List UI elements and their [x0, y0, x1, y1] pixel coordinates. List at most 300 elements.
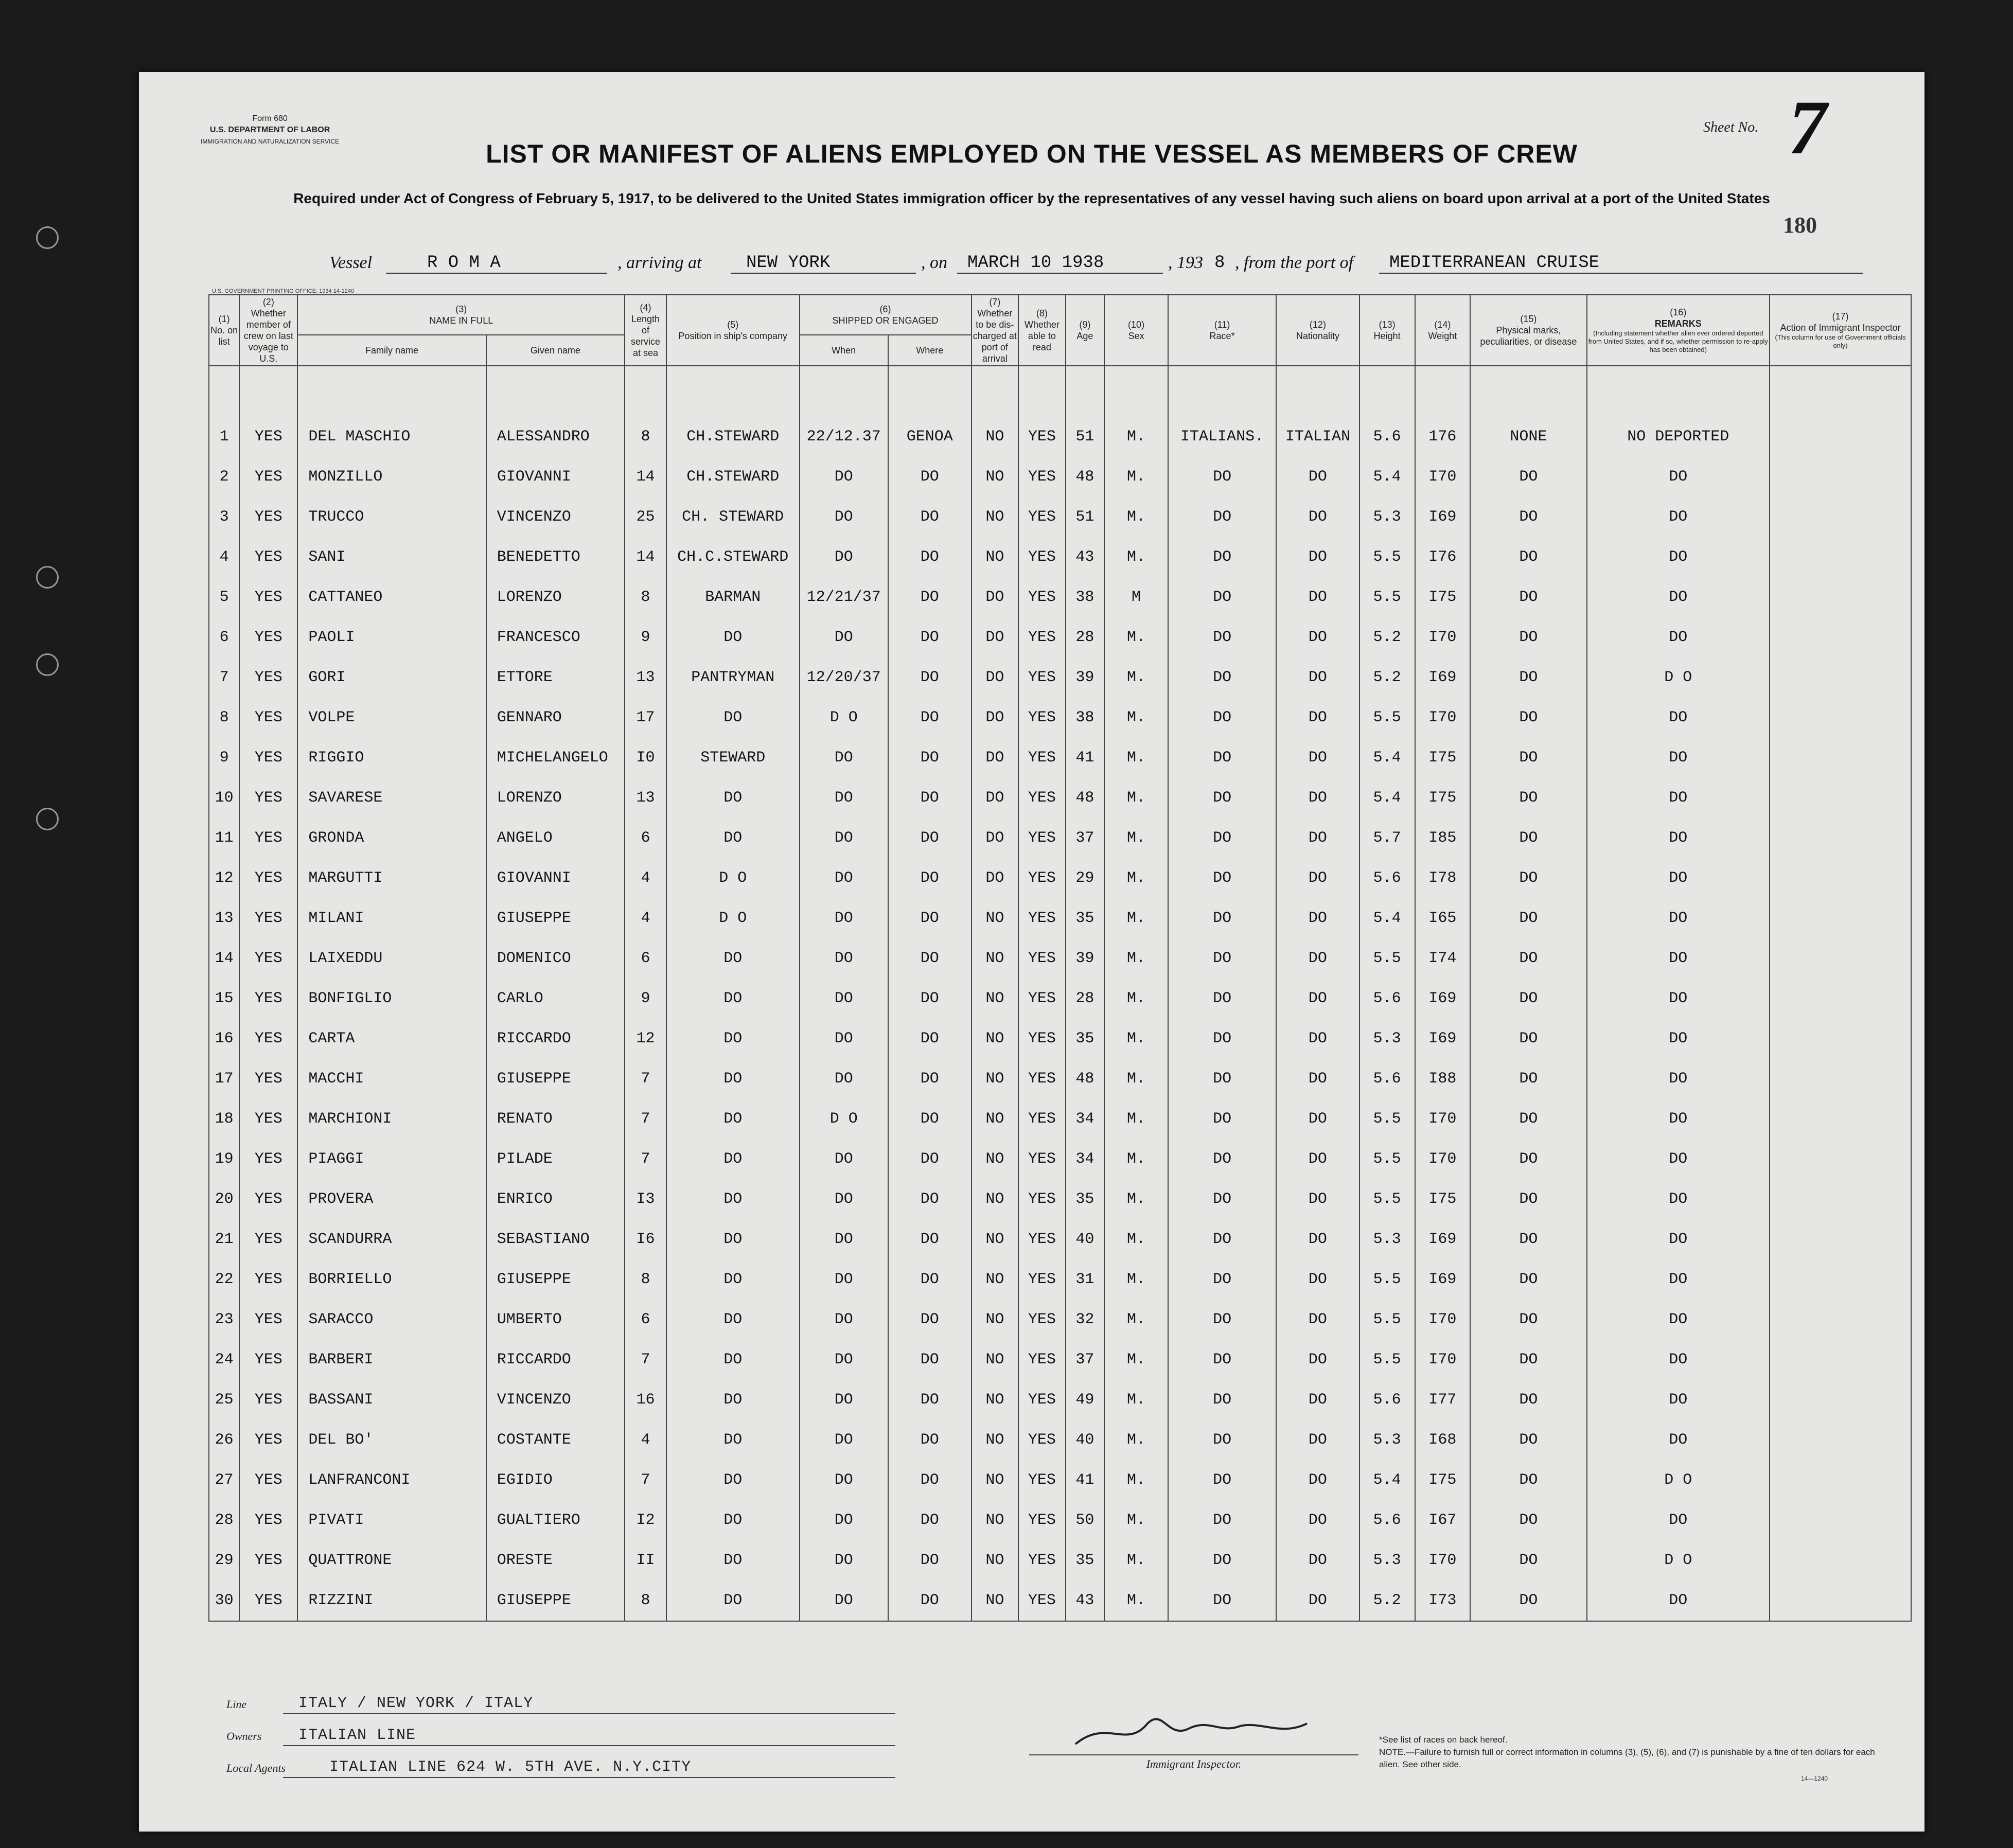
physical-marks-cell: DO	[1470, 979, 1586, 1019]
header-col4: (4) Length of service at sea	[625, 295, 666, 366]
weight-cell: I73	[1415, 1580, 1471, 1621]
engaged-when-cell: DO	[800, 979, 888, 1019]
binder-hole	[36, 226, 59, 249]
able-to-read-cell: YES	[1018, 898, 1066, 938]
race-cell: DO	[1168, 617, 1276, 658]
sex-cell: M.	[1104, 1300, 1168, 1340]
last-voyage-cell: YES	[239, 1059, 297, 1099]
remarks-cell: DO	[1587, 457, 1770, 497]
family-name-cell: SAVARESE	[297, 778, 486, 818]
able-to-read-cell: YES	[1018, 497, 1066, 537]
engaged-where-cell: DO	[888, 979, 972, 1019]
last-voyage-cell: YES	[239, 818, 297, 858]
family-name-cell: SCANDURRA	[297, 1219, 486, 1259]
height-cell: 5.6	[1359, 858, 1415, 898]
engaged-when-cell: DO	[800, 1500, 888, 1540]
able-to-read-cell: YES	[1018, 1099, 1066, 1139]
list-no-cell: 22	[209, 1259, 239, 1300]
table-row	[209, 457, 1911, 497]
engaged-when-cell: DO	[800, 858, 888, 898]
nationality-cell: DO	[1276, 457, 1359, 497]
inspector-action-cell	[1770, 1019, 1911, 1059]
header-family-name: Family name	[297, 335, 486, 366]
engaged-when-cell: DO	[800, 1219, 888, 1259]
position-cell: DO	[666, 1139, 800, 1179]
sex-cell: M.	[1104, 1019, 1168, 1059]
race-cell: DO	[1168, 1540, 1276, 1580]
table-row	[209, 1059, 1911, 1099]
nationality-cell: DO	[1276, 1460, 1359, 1500]
able-to-read-cell: YES	[1018, 979, 1066, 1019]
weight-cell: I68	[1415, 1420, 1471, 1460]
header-col12: (12) Nationality	[1276, 295, 1359, 366]
sex-cell: M.	[1104, 1259, 1168, 1300]
age-cell: 37	[1066, 818, 1104, 858]
vessel-name: R O M A	[386, 253, 607, 274]
table-spacer-row	[209, 366, 1911, 417]
nationality-cell: DO	[1276, 658, 1359, 698]
list-no-cell: 29	[209, 1540, 239, 1580]
engaged-when-cell: DO	[800, 1540, 888, 1580]
inspector-action-cell	[1770, 818, 1911, 858]
list-no-cell: 7	[209, 658, 239, 698]
given-name-cell: RICCARDO	[486, 1340, 625, 1380]
position-cell: DO	[666, 938, 800, 979]
given-name-cell: EGIDIO	[486, 1460, 625, 1500]
list-no-cell: 3	[209, 497, 239, 537]
inspector-label: Immigrant Inspector.	[1029, 1754, 1358, 1771]
physical-marks-cell: DO	[1470, 1300, 1586, 1340]
position-cell: DO	[666, 1099, 800, 1139]
binder-hole	[36, 653, 59, 676]
weight-cell: I69	[1415, 1219, 1471, 1259]
agents-value: ITALIAN LINE 624 W. 5TH AVE. N.Y.CITY	[329, 1758, 692, 1776]
position-cell: DO	[666, 1340, 800, 1380]
engaged-where-cell: DO	[888, 938, 972, 979]
table-row	[209, 1219, 1911, 1259]
inspector-action-cell	[1770, 979, 1911, 1019]
given-name-cell: ETTORE	[486, 658, 625, 698]
age-cell: 41	[1066, 738, 1104, 778]
weight-cell: I88	[1415, 1059, 1471, 1099]
discharged-cell: NO	[972, 1300, 1019, 1340]
engaged-where-cell: DO	[888, 1219, 972, 1259]
last-voyage-cell: YES	[239, 979, 297, 1019]
service-length-cell: 25	[625, 497, 666, 537]
footer-line-row	[226, 1682, 895, 1714]
inspector-action-cell	[1770, 577, 1911, 617]
inspector-action-cell	[1770, 537, 1911, 577]
physical-marks-cell: DO	[1470, 577, 1586, 617]
list-no-cell: 25	[209, 1380, 239, 1420]
service-length-cell: 4	[625, 898, 666, 938]
discharged-cell: NO	[972, 898, 1019, 938]
given-name-cell: GIOVANNI	[486, 858, 625, 898]
given-name-cell: UMBERTO	[486, 1300, 625, 1340]
age-cell: 37	[1066, 1340, 1104, 1380]
weight-cell: I70	[1415, 698, 1471, 738]
table-row	[209, 1179, 1911, 1219]
header-col7: (7) Whether to be dis-charged at port of arrival	[972, 295, 1019, 366]
race-cell: DO	[1168, 698, 1276, 738]
vessel-line	[329, 253, 1863, 282]
height-cell: 5.6	[1359, 1380, 1415, 1420]
nationality-cell: DO	[1276, 1380, 1359, 1420]
race-cell: DO	[1168, 1259, 1276, 1300]
age-cell: 35	[1066, 1179, 1104, 1219]
physical-marks-cell: NONE	[1470, 417, 1586, 457]
service-length-cell: 13	[625, 778, 666, 818]
able-to-read-cell: YES	[1018, 1500, 1066, 1540]
list-no-cell: 11	[209, 818, 239, 858]
given-name-cell: RENATO	[486, 1099, 625, 1139]
engaged-where-cell: DO	[888, 1500, 972, 1540]
given-name-cell: BENEDETTO	[486, 537, 625, 577]
nationality-cell: DO	[1276, 1300, 1359, 1340]
family-name-cell: TRUCCO	[297, 497, 486, 537]
inspector-action-cell	[1770, 1300, 1911, 1340]
last-voyage-cell: YES	[239, 537, 297, 577]
discharged-cell: NO	[972, 537, 1019, 577]
vessel-label: Vessel	[329, 253, 373, 272]
engaged-when-cell: DO	[800, 1580, 888, 1621]
table-row	[209, 738, 1911, 778]
physical-marks-cell: DO	[1470, 738, 1586, 778]
nationality-cell: DO	[1276, 497, 1359, 537]
table-row	[209, 1019, 1911, 1059]
last-voyage-cell: YES	[239, 1460, 297, 1500]
able-to-read-cell: YES	[1018, 1460, 1066, 1500]
height-cell: 5.4	[1359, 738, 1415, 778]
position-cell: DO	[666, 1019, 800, 1059]
given-name-cell: ALESSANDRO	[486, 417, 625, 457]
family-name-cell: PIAGGI	[297, 1139, 486, 1179]
from-port: MEDITERRANEAN CRUISE	[1379, 253, 1863, 274]
family-name-cell: SARACCO	[297, 1300, 486, 1340]
discharged-cell: NO	[972, 457, 1019, 497]
discharged-cell: DO	[972, 778, 1019, 818]
physical-marks-cell: DO	[1470, 1420, 1586, 1460]
remarks-cell: DO	[1587, 1179, 1770, 1219]
inspector-action-cell	[1770, 497, 1911, 537]
list-no-cell: 21	[209, 1219, 239, 1259]
table-row	[209, 1259, 1911, 1300]
engaged-when-cell: 12/21/37	[800, 577, 888, 617]
physical-marks-cell: DO	[1470, 698, 1586, 738]
discharged-cell: DO	[972, 738, 1019, 778]
sex-cell: M.	[1104, 658, 1168, 698]
last-voyage-cell: YES	[239, 658, 297, 698]
age-cell: 31	[1066, 1259, 1104, 1300]
weight-cell: I78	[1415, 858, 1471, 898]
header-col6: (6) SHIPPED OR ENGAGED	[800, 295, 972, 335]
from-port-label: , from the port of	[1235, 253, 1354, 272]
weight-cell: I69	[1415, 979, 1471, 1019]
binder-hole	[36, 808, 59, 830]
engaged-when-cell: D O	[800, 698, 888, 738]
family-name-cell: BARBERI	[297, 1340, 486, 1380]
header-col3: (3) NAME IN FULL	[297, 295, 625, 335]
weight-cell: I70	[1415, 1300, 1471, 1340]
able-to-read-cell: YES	[1018, 537, 1066, 577]
nationality-cell: DO	[1276, 617, 1359, 658]
discharged-cell: NO	[972, 1540, 1019, 1580]
physical-marks-cell: DO	[1470, 858, 1586, 898]
position-cell: DO	[666, 1300, 800, 1340]
race-cell: DO	[1168, 1139, 1276, 1179]
position-cell: D O	[666, 858, 800, 898]
weight-cell: I75	[1415, 577, 1471, 617]
height-cell: 5.6	[1359, 417, 1415, 457]
last-voyage-cell: YES	[239, 738, 297, 778]
sex-cell: M.	[1104, 1179, 1168, 1219]
engaged-where-cell: DO	[888, 858, 972, 898]
position-cell: CH.C.STEWARD	[666, 537, 800, 577]
table-row	[209, 1139, 1911, 1179]
height-cell: 5.3	[1359, 1219, 1415, 1259]
remarks-cell: D O	[1587, 658, 1770, 698]
given-name-cell: ANGELO	[486, 818, 625, 858]
sex-cell: M.	[1104, 858, 1168, 898]
last-voyage-cell: YES	[239, 417, 297, 457]
physical-marks-cell: DO	[1470, 497, 1586, 537]
discharged-cell: NO	[972, 1099, 1019, 1139]
physical-marks-cell: DO	[1470, 1380, 1586, 1420]
sex-cell: M.	[1104, 698, 1168, 738]
nationality-cell: DO	[1276, 738, 1359, 778]
position-cell: DO	[666, 1540, 800, 1580]
family-name-cell: LAIXEDDU	[297, 938, 486, 979]
engaged-when-cell: DO	[800, 898, 888, 938]
height-cell: 5.6	[1359, 979, 1415, 1019]
age-cell: 35	[1066, 1540, 1104, 1580]
weight-cell: I75	[1415, 778, 1471, 818]
engaged-where-cell: DO	[888, 658, 972, 698]
height-cell: 5.4	[1359, 457, 1415, 497]
year-digit: 8	[1214, 253, 1225, 273]
document-title: LIST OR MANIFEST OF ALIENS EMPLOYED ON THE VESSEL AS MEMBERS OF CREW	[486, 139, 1578, 168]
remarks-cell: DO	[1587, 1420, 1770, 1460]
last-voyage-cell: YES	[239, 698, 297, 738]
last-voyage-cell: YES	[239, 457, 297, 497]
service-length-cell: I6	[625, 1219, 666, 1259]
nationality-cell: DO	[1276, 1219, 1359, 1259]
footer-notes	[1379, 1734, 1894, 1771]
service-length-cell: 8	[625, 417, 666, 457]
age-cell: 41	[1066, 1460, 1104, 1500]
remarks-cell: DO	[1587, 617, 1770, 658]
service-length-cell: 6	[625, 818, 666, 858]
table-row	[209, 497, 1911, 537]
discharged-cell: NO	[972, 979, 1019, 1019]
height-cell: 5.3	[1359, 1540, 1415, 1580]
age-cell: 29	[1066, 858, 1104, 898]
physical-marks-cell: DO	[1470, 818, 1586, 858]
line-label: Line	[226, 1698, 247, 1711]
physical-marks-cell: DO	[1470, 1019, 1586, 1059]
weight-cell: 176	[1415, 417, 1471, 457]
race-cell: DO	[1168, 1059, 1276, 1099]
engaged-when-cell: DO	[800, 497, 888, 537]
last-voyage-cell: YES	[239, 1219, 297, 1259]
service-length-cell: 6	[625, 1300, 666, 1340]
table-row	[209, 1420, 1911, 1460]
discharged-cell: NO	[972, 1460, 1019, 1500]
last-voyage-cell: YES	[239, 617, 297, 658]
service-length-cell: 8	[625, 1259, 666, 1300]
family-name-cell: MILANI	[297, 898, 486, 938]
agents-label: Local Agents	[226, 1762, 286, 1774]
family-name-cell: GRONDA	[297, 818, 486, 858]
inspector-action-cell	[1770, 1500, 1911, 1540]
on-label: , on	[921, 253, 947, 272]
able-to-read-cell: YES	[1018, 1179, 1066, 1219]
age-cell: 39	[1066, 938, 1104, 979]
engaged-when-cell: DO	[800, 1059, 888, 1099]
footer-owners-row	[226, 1714, 895, 1746]
race-cell: DO	[1168, 1300, 1276, 1340]
inspector-action-cell	[1770, 658, 1911, 698]
manifest-sheet	[139, 72, 1924, 1832]
physical-marks-cell: DO	[1470, 1139, 1586, 1179]
service-length-cell: 6	[625, 938, 666, 979]
list-no-cell: 28	[209, 1500, 239, 1540]
sex-cell: M.	[1104, 898, 1168, 938]
inspector-action-cell	[1770, 1540, 1911, 1580]
able-to-read-cell: YES	[1018, 617, 1066, 658]
discharged-cell: NO	[972, 1179, 1019, 1219]
remarks-cell: DO	[1587, 778, 1770, 818]
able-to-read-cell: YES	[1018, 938, 1066, 979]
age-cell: 35	[1066, 898, 1104, 938]
remarks-cell: DO	[1587, 1300, 1770, 1340]
given-name-cell: GIUSEPPE	[486, 1259, 625, 1300]
engaged-where-cell: DO	[888, 1580, 972, 1621]
engaged-when-cell: 22/12.37	[800, 417, 888, 457]
engaged-where-cell: DO	[888, 1340, 972, 1380]
position-cell: STEWARD	[666, 738, 800, 778]
discharged-cell: DO	[972, 617, 1019, 658]
table-row	[209, 577, 1911, 617]
engaged-when-cell: DO	[800, 1300, 888, 1340]
engaged-when-cell: DO	[800, 738, 888, 778]
weight-cell: I69	[1415, 658, 1471, 698]
nationality-cell: DO	[1276, 818, 1359, 858]
sex-cell: M	[1104, 577, 1168, 617]
service-length-cell: 7	[625, 1460, 666, 1500]
family-name-cell: BASSANI	[297, 1380, 486, 1420]
discharged-cell: DO	[972, 577, 1019, 617]
weight-cell: I75	[1415, 738, 1471, 778]
able-to-read-cell: YES	[1018, 778, 1066, 818]
inspector-action-cell	[1770, 1580, 1911, 1621]
height-cell: 5.5	[1359, 1099, 1415, 1139]
discharged-cell: NO	[972, 1500, 1019, 1540]
position-cell: DO	[666, 698, 800, 738]
able-to-read-cell: YES	[1018, 1420, 1066, 1460]
service-length-cell: II	[625, 1540, 666, 1580]
physical-marks-cell: DO	[1470, 1099, 1586, 1139]
inspector-action-cell	[1770, 617, 1911, 658]
race-cell: DO	[1168, 898, 1276, 938]
given-name-cell: MICHELANGELO	[486, 738, 625, 778]
table-header	[209, 295, 1911, 366]
engaged-when-cell: DO	[800, 1139, 888, 1179]
engaged-where-cell: DO	[888, 1099, 972, 1139]
last-voyage-cell: YES	[239, 1179, 297, 1219]
discharged-cell: DO	[972, 858, 1019, 898]
table-row	[209, 1460, 1911, 1500]
list-no-cell: 4	[209, 537, 239, 577]
sheet-number	[1703, 85, 1827, 170]
line-value: ITALY / NEW YORK / ITALY	[298, 1695, 534, 1712]
family-name-cell: DEL BO'	[297, 1420, 486, 1460]
inspector-action-cell	[1770, 417, 1911, 457]
given-name-cell: GENNARO	[486, 698, 625, 738]
race-cell: DO	[1168, 1380, 1276, 1420]
inspector-action-cell	[1770, 738, 1911, 778]
inspector-action-cell	[1770, 898, 1911, 938]
remarks-cell: DO	[1587, 497, 1770, 537]
service-length-cell: I3	[625, 1179, 666, 1219]
remarks-cell: DO	[1587, 1380, 1770, 1420]
sex-cell: M.	[1104, 1099, 1168, 1139]
inspector-action-cell	[1770, 778, 1911, 818]
sex-cell: M.	[1104, 1460, 1168, 1500]
engaged-where-cell: DO	[888, 1139, 972, 1179]
list-no-cell: 6	[209, 617, 239, 658]
able-to-read-cell: YES	[1018, 858, 1066, 898]
list-no-cell: 14	[209, 938, 239, 979]
inspector-action-cell	[1770, 698, 1911, 738]
engaged-where-cell: DO	[888, 617, 972, 658]
nationality-cell: DO	[1276, 1179, 1359, 1219]
header-col9: (9) Age	[1066, 295, 1104, 366]
position-cell: DO	[666, 617, 800, 658]
service-length-cell: 8	[625, 577, 666, 617]
header-col17: (17) Action of Immigrant Inspector (This column for use of Government officials only)	[1770, 295, 1911, 366]
inspector-action-cell	[1770, 1139, 1911, 1179]
able-to-read-cell: YES	[1018, 1380, 1066, 1420]
weight-cell: I70	[1415, 1540, 1471, 1580]
position-cell: DO	[666, 1179, 800, 1219]
engaged-where-cell: DO	[888, 497, 972, 537]
physical-marks-cell: DO	[1470, 457, 1586, 497]
height-cell: 5.5	[1359, 1340, 1415, 1380]
table-row	[209, 698, 1911, 738]
sex-cell: M.	[1104, 1219, 1168, 1259]
engaged-when-cell: DO	[800, 938, 888, 979]
list-no-cell: 17	[209, 1059, 239, 1099]
table-row	[209, 979, 1911, 1019]
able-to-read-cell: YES	[1018, 1219, 1066, 1259]
remarks-cell: DO	[1587, 1500, 1770, 1540]
engaged-where-cell: DO	[888, 1380, 972, 1420]
race-cell: DO	[1168, 1099, 1276, 1139]
last-voyage-cell: YES	[239, 1019, 297, 1059]
engaged-where-cell: DO	[888, 1540, 972, 1580]
nationality-cell: DO	[1276, 938, 1359, 979]
given-name-cell: RICCARDO	[486, 1019, 625, 1059]
age-cell: 34	[1066, 1099, 1104, 1139]
race-cell: DO	[1168, 537, 1276, 577]
physical-marks-cell: DO	[1470, 1259, 1586, 1300]
owners-value: ITALIAN LINE	[298, 1727, 416, 1744]
weight-cell: I69	[1415, 1019, 1471, 1059]
nationality-cell: DO	[1276, 1420, 1359, 1460]
discharged-cell: NO	[972, 497, 1019, 537]
sex-cell: M.	[1104, 778, 1168, 818]
